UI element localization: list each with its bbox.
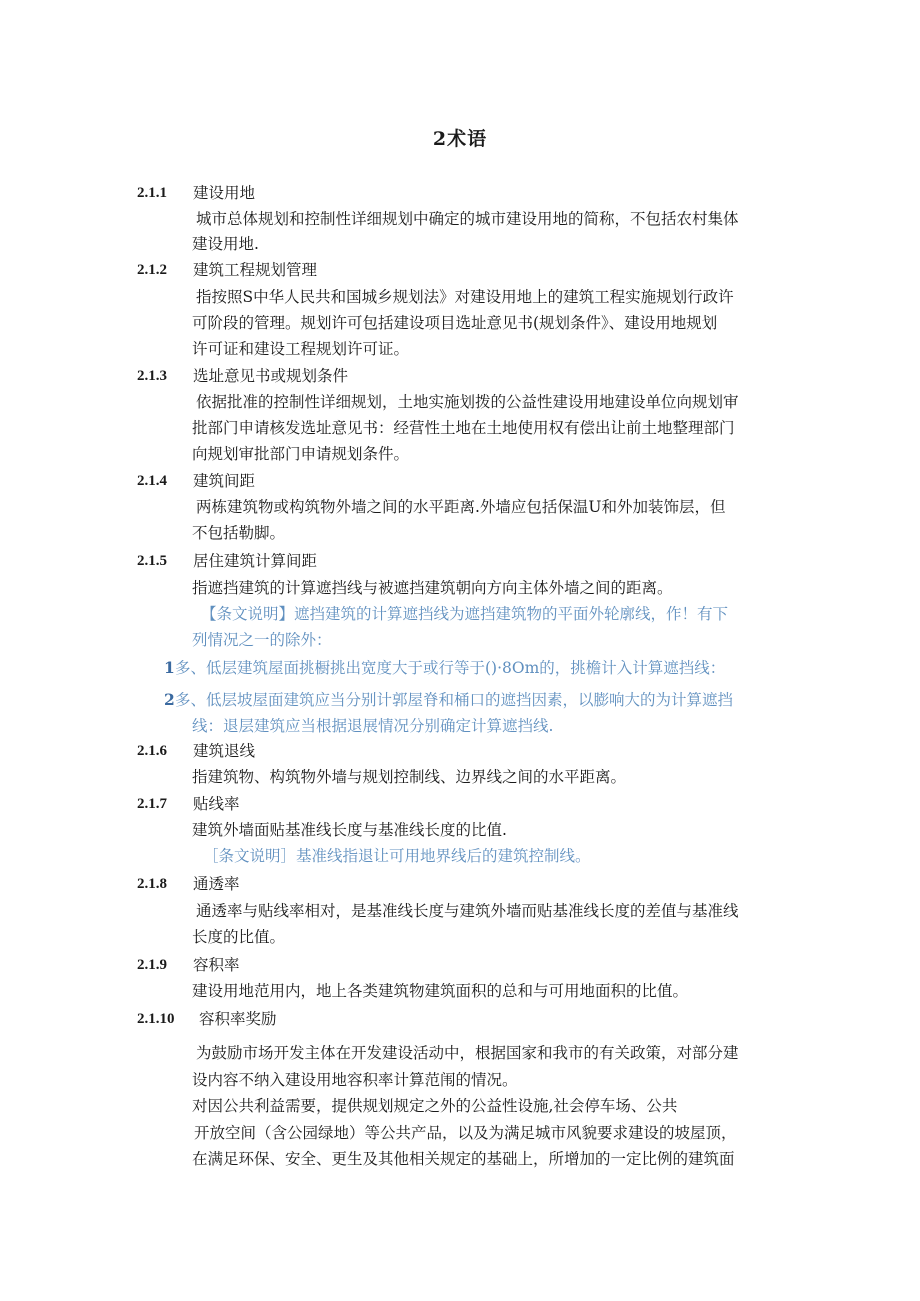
body-line: 指建筑物、构筑物外墙与规划控制线、边界线之间的水平距离。 bbox=[192, 768, 627, 786]
body-line: 开放空间（含公园绿地）等公共产品，以及为满足城市风貌要求建设的坡屋顶， bbox=[194, 1124, 737, 1142]
body-line: 许可证和建设工程规划许可证。 bbox=[192, 340, 410, 358]
body-line: 两栋建筑物或构筑物外墙之间的水平距离.外墙应包括保温U和外加装饰层，但 bbox=[196, 498, 726, 516]
section-number: 2.1.8 bbox=[137, 876, 167, 892]
section-number: 2.1.5 bbox=[137, 553, 167, 569]
section-term: 建筑间距 bbox=[193, 472, 256, 490]
section-term: 容积率 bbox=[193, 956, 240, 974]
section-number: 2.1.10 bbox=[137, 1011, 175, 1027]
section-number: 2.1.6 bbox=[137, 743, 167, 759]
body-line: 依据批准的控制性详细规划，土地实施划拨的公益性建设用地建设单位向规划审 bbox=[196, 393, 739, 411]
section-number: 2.1.7 bbox=[137, 796, 167, 812]
body-line: 指遮挡建筑的计算遮挡线与被遮挡建筑朝向方向主体外墙之间的距离。 bbox=[192, 579, 673, 597]
section-number: 2.1.3 bbox=[137, 368, 167, 384]
note-item-line: 多、低层建筑屋面挑橱挑出宽度大于或行等于()·8Om的，挑檐计入计算遮挡线： bbox=[175, 659, 726, 677]
section-term: 选址意见书或规划条件 bbox=[193, 367, 349, 385]
body-line: 向规划审批部门申请规划条件。 bbox=[192, 445, 410, 463]
body-line: 设内容不纳入建设用地容积率计算范闱的情况。 bbox=[192, 1071, 518, 1089]
section-number: 2.1.2 bbox=[137, 262, 167, 278]
body-line: 建筑外墙面贴基准线长度与基准线长度的比值. bbox=[192, 821, 507, 839]
page-title: 2术语 bbox=[432, 128, 488, 150]
section-term: 贴线率 bbox=[193, 795, 240, 813]
body-line: 批部门申请核发选址意见书：经营性土地在土地使用权有偿出让前土地整理部门 bbox=[192, 419, 735, 437]
section-term: 建筑工程规划管理 bbox=[193, 261, 318, 279]
section-number: 2.1.9 bbox=[137, 957, 167, 973]
section-number: 2.1.1 bbox=[137, 185, 167, 201]
section-number: 2.1.4 bbox=[137, 473, 167, 489]
section-term: 建设用地 bbox=[193, 184, 256, 202]
body-line: 通透率与贴线率相对，是基准线长度与建筑外墙而贴基准线长度的差值与基准线 bbox=[196, 902, 739, 920]
note-line: ［条文说明］基准线指退让可用地界线后的建筑控制线。 bbox=[203, 847, 591, 865]
body-line: 不包括勒脚。 bbox=[192, 524, 286, 542]
note-item-line: 多、低层坡屋面建筑应当分别计郭屋脊和桶口的遮挡因素，以膨响大的为计算遮挡 bbox=[175, 691, 734, 709]
body-line: 指按照S中华人民共和国城乡规划法》对建设用地上的建筑工程实施规划行政许 bbox=[196, 288, 734, 306]
body-line: 在满足环保、安全、更生及其他相关规定的基础上，所增加的一定比例的建筑面 bbox=[192, 1150, 735, 1168]
body-line: 建设用地范用内，地上各类建筑物建筑面积的总和与可用地面积的比值。 bbox=[192, 982, 689, 1000]
note-line: 【条文说明】遮挡建筑的计算遮挡线为遮挡建筑物的平面外轮廓线，作！有下 bbox=[201, 605, 729, 623]
note-line: 列情况之一的除外： bbox=[192, 631, 332, 649]
body-line: 对因公共利益需要，提供规划规定之外的公益性设施,社会停车场、公共 bbox=[192, 1097, 678, 1115]
section-term: 通透率 bbox=[193, 875, 240, 893]
body-line: 可阶段的管理。规划许可包括建设项目选址意见书(规划条件》、建设用地规划 bbox=[192, 314, 718, 332]
body-line: 城市总体规划和控制性详细规划中确定的城市建设用地的简称，不包括农村集体 bbox=[196, 210, 739, 228]
note-item-number: 2 bbox=[164, 690, 175, 709]
note-item-number: 1 bbox=[164, 658, 175, 677]
body-line: 为鼓励市场开发主体在开发建设活动中，根据国家和我市的有关政策，对部分建 bbox=[196, 1044, 739, 1062]
section-term: 建筑退线 bbox=[193, 742, 256, 760]
body-line: 长度的比值。 bbox=[192, 928, 286, 946]
section-term: 容积率奖励 bbox=[199, 1010, 277, 1028]
section-term: 居住建筑计算间距 bbox=[193, 552, 318, 570]
note-item-line: 线：退层建筑应当根据退展情况分别确定计算遮挡线. bbox=[192, 717, 554, 735]
body-line: 建设用地. bbox=[192, 235, 259, 253]
